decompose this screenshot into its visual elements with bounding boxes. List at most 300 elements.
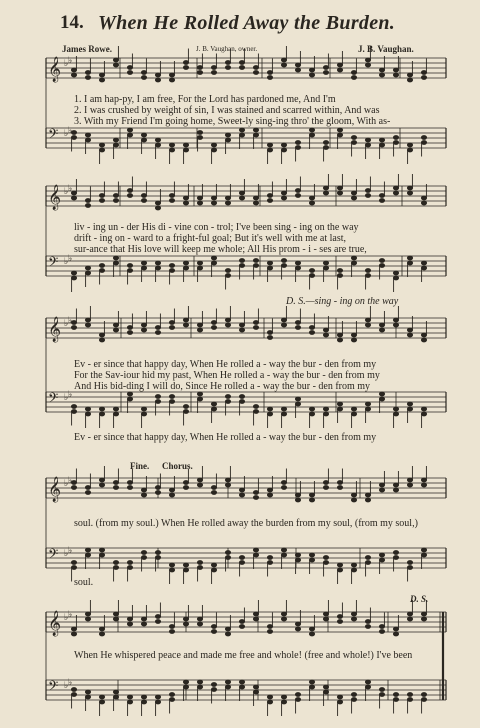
notehead bbox=[169, 698, 174, 702]
notehead bbox=[365, 498, 370, 502]
notehead bbox=[379, 264, 384, 268]
owner-credit: J. B. Vaughan, owner. bbox=[196, 45, 258, 53]
notehead bbox=[281, 259, 286, 263]
notehead bbox=[113, 407, 118, 411]
notehead bbox=[323, 556, 328, 560]
notehead bbox=[197, 266, 202, 270]
notehead bbox=[267, 630, 272, 634]
notehead bbox=[127, 695, 132, 699]
notehead bbox=[85, 271, 90, 275]
notehead bbox=[169, 693, 174, 697]
notehead bbox=[337, 338, 342, 342]
notehead bbox=[169, 326, 174, 330]
notehead bbox=[379, 688, 384, 692]
bass-lyric-line-4: soul. bbox=[74, 577, 94, 588]
notehead bbox=[407, 333, 412, 337]
notehead bbox=[113, 481, 118, 485]
notehead bbox=[127, 561, 132, 565]
notehead bbox=[85, 266, 90, 270]
notehead bbox=[379, 323, 384, 327]
notehead bbox=[421, 333, 426, 337]
notehead bbox=[267, 76, 272, 80]
notehead bbox=[85, 323, 90, 327]
notehead bbox=[295, 68, 300, 72]
notehead bbox=[99, 333, 104, 337]
notehead bbox=[225, 274, 230, 278]
notehead bbox=[99, 483, 104, 487]
treble-clef-icon: 𝄞 bbox=[48, 477, 62, 502]
notehead bbox=[309, 274, 314, 278]
flat-icon: ♭ bbox=[64, 257, 69, 267]
notehead bbox=[225, 478, 230, 482]
notehead bbox=[351, 333, 356, 337]
notehead bbox=[99, 553, 104, 557]
notehead bbox=[113, 256, 118, 260]
notehead bbox=[267, 266, 272, 270]
notehead bbox=[71, 136, 76, 140]
notehead bbox=[393, 68, 398, 72]
notehead bbox=[211, 491, 216, 495]
notehead bbox=[309, 553, 314, 557]
notehead bbox=[421, 548, 426, 552]
notehead bbox=[309, 73, 314, 77]
chorus-lyric-line-1: soul. (from my soul.) When He rolled away the burden from my soul, (from my soul,) bbox=[74, 518, 418, 529]
notehead bbox=[99, 478, 104, 482]
verse-3-line-1: 3. With my Friend I'm going home, Sweet-ly sing-ing thro' the gloom, With as- bbox=[74, 116, 391, 127]
notehead bbox=[365, 407, 370, 411]
notehead bbox=[337, 191, 342, 195]
notehead bbox=[183, 143, 188, 147]
notehead bbox=[239, 196, 244, 200]
notehead bbox=[99, 548, 104, 552]
notehead bbox=[421, 407, 426, 411]
notehead bbox=[309, 558, 314, 562]
notehead bbox=[323, 191, 328, 195]
notehead bbox=[127, 397, 132, 401]
notehead bbox=[85, 695, 90, 699]
notehead bbox=[85, 76, 90, 80]
notehead bbox=[393, 318, 398, 322]
notehead bbox=[239, 323, 244, 327]
notehead bbox=[379, 143, 384, 147]
notehead bbox=[267, 695, 272, 699]
notehead bbox=[267, 194, 272, 198]
notehead bbox=[309, 685, 314, 689]
notehead bbox=[351, 256, 356, 260]
notehead bbox=[113, 194, 118, 198]
notehead bbox=[197, 323, 202, 327]
notehead bbox=[85, 71, 90, 75]
notehead bbox=[281, 486, 286, 490]
notehead bbox=[267, 261, 272, 265]
notehead bbox=[351, 498, 356, 502]
notehead bbox=[225, 318, 230, 322]
notehead bbox=[71, 627, 76, 631]
notehead bbox=[155, 556, 160, 560]
notehead bbox=[197, 478, 202, 482]
notehead bbox=[281, 148, 286, 152]
notehead bbox=[85, 486, 90, 490]
notehead bbox=[239, 259, 244, 263]
notehead bbox=[211, 201, 216, 205]
notehead bbox=[127, 617, 132, 621]
flat-icon: ♭ bbox=[64, 59, 69, 69]
notehead bbox=[155, 551, 160, 555]
notehead bbox=[365, 318, 370, 322]
notehead bbox=[379, 488, 384, 492]
notehead bbox=[239, 133, 244, 137]
notehead bbox=[295, 553, 300, 557]
notehead bbox=[99, 338, 104, 342]
notehead bbox=[309, 627, 314, 631]
bass-clef-icon: 𝄢 bbox=[48, 678, 59, 697]
notehead bbox=[71, 196, 76, 200]
notehead bbox=[337, 269, 342, 273]
notehead bbox=[309, 331, 314, 335]
notehead bbox=[337, 486, 342, 490]
notehead bbox=[99, 194, 104, 198]
notehead bbox=[323, 71, 328, 75]
notehead bbox=[351, 338, 356, 342]
notehead bbox=[267, 407, 272, 411]
notehead bbox=[197, 71, 202, 75]
notehead bbox=[309, 412, 314, 416]
notehead bbox=[169, 625, 174, 629]
notehead bbox=[239, 685, 244, 689]
notehead bbox=[225, 269, 230, 273]
notehead bbox=[295, 141, 300, 145]
notehead bbox=[365, 680, 370, 684]
notehead bbox=[295, 266, 300, 270]
notehead bbox=[407, 698, 412, 702]
notehead bbox=[113, 486, 118, 490]
notehead bbox=[113, 58, 118, 62]
notehead bbox=[155, 78, 160, 82]
notehead bbox=[407, 256, 412, 260]
bass-ds-lyric: D. S.—sing - ing on the way bbox=[286, 296, 399, 307]
notehead bbox=[253, 410, 258, 414]
notehead bbox=[197, 261, 202, 265]
notehead bbox=[253, 66, 258, 70]
notehead bbox=[239, 556, 244, 560]
notehead bbox=[225, 627, 230, 631]
notehead bbox=[421, 266, 426, 270]
notehead bbox=[169, 563, 174, 567]
notehead bbox=[141, 488, 146, 492]
notehead bbox=[155, 700, 160, 704]
notehead bbox=[141, 71, 146, 75]
notehead bbox=[253, 548, 258, 552]
notehead bbox=[197, 392, 202, 396]
notehead bbox=[85, 612, 90, 616]
notehead bbox=[183, 266, 188, 270]
notehead bbox=[85, 548, 90, 552]
notehead bbox=[127, 700, 132, 704]
notehead bbox=[85, 199, 90, 203]
notehead bbox=[365, 402, 370, 406]
notehead bbox=[113, 612, 118, 616]
treble-clef-icon: 𝄞 bbox=[48, 57, 62, 82]
notehead bbox=[365, 269, 370, 273]
notehead bbox=[169, 395, 174, 399]
notehead bbox=[127, 326, 132, 330]
notehead bbox=[225, 61, 230, 65]
notehead bbox=[337, 407, 342, 411]
notehead bbox=[323, 146, 328, 150]
notehead bbox=[253, 553, 258, 557]
notehead bbox=[141, 556, 146, 560]
notehead bbox=[281, 191, 286, 195]
notehead bbox=[379, 483, 384, 487]
flat-icon: ♭ bbox=[68, 316, 73, 326]
notehead bbox=[421, 693, 426, 697]
notehead bbox=[379, 138, 384, 142]
notehead bbox=[351, 698, 356, 702]
notehead bbox=[421, 338, 426, 342]
notehead bbox=[393, 407, 398, 411]
notehead bbox=[309, 632, 314, 636]
notehead bbox=[253, 321, 258, 325]
notehead bbox=[253, 196, 258, 200]
notehead bbox=[365, 274, 370, 278]
notehead bbox=[155, 266, 160, 270]
notehead bbox=[295, 693, 300, 697]
notehead bbox=[281, 695, 286, 699]
notehead bbox=[155, 331, 160, 335]
hymn-title: When He Rolled Away the Burden. bbox=[98, 12, 396, 34]
notehead bbox=[365, 620, 370, 624]
notehead bbox=[365, 63, 370, 67]
notehead bbox=[295, 261, 300, 265]
notehead bbox=[295, 63, 300, 67]
notehead bbox=[225, 632, 230, 636]
notehead bbox=[323, 66, 328, 70]
notehead bbox=[197, 680, 202, 684]
notehead bbox=[197, 131, 202, 135]
notehead bbox=[127, 269, 132, 273]
notehead bbox=[281, 143, 286, 147]
notehead bbox=[197, 136, 202, 140]
notehead bbox=[211, 402, 216, 406]
notehead bbox=[71, 632, 76, 636]
notehead bbox=[323, 481, 328, 485]
notehead bbox=[211, 196, 216, 200]
notehead bbox=[393, 276, 398, 280]
notehead bbox=[85, 133, 90, 137]
notehead bbox=[281, 264, 286, 268]
notehead bbox=[253, 259, 258, 263]
flat-icon: ♭ bbox=[68, 254, 73, 264]
notehead bbox=[323, 141, 328, 145]
lyricist-credit: James Rowe. bbox=[62, 44, 112, 54]
notehead bbox=[393, 488, 398, 492]
notehead bbox=[281, 318, 286, 322]
notehead bbox=[253, 496, 258, 500]
verse-1-line-3: Ev - er since that happy day, When He rolled a - way the bur - den from my bbox=[74, 359, 377, 370]
notehead bbox=[337, 568, 342, 572]
notehead bbox=[211, 683, 216, 687]
notehead bbox=[197, 196, 202, 200]
notehead bbox=[113, 199, 118, 203]
notehead bbox=[183, 405, 188, 409]
notehead bbox=[379, 693, 384, 697]
notehead bbox=[113, 138, 118, 142]
notehead bbox=[211, 625, 216, 629]
notehead bbox=[197, 483, 202, 487]
notehead bbox=[407, 478, 412, 482]
notehead bbox=[393, 556, 398, 560]
notehead bbox=[99, 700, 104, 704]
fine-label: Fine. bbox=[130, 461, 150, 471]
notehead bbox=[127, 189, 132, 193]
notehead bbox=[281, 481, 286, 485]
notehead bbox=[141, 551, 146, 555]
notehead bbox=[351, 407, 356, 411]
notehead bbox=[183, 680, 188, 684]
notehead bbox=[197, 622, 202, 626]
notehead bbox=[393, 186, 398, 190]
flat-icon: ♭ bbox=[64, 549, 69, 559]
notehead bbox=[225, 483, 230, 487]
notehead bbox=[141, 493, 146, 497]
notehead bbox=[155, 201, 160, 205]
notehead bbox=[253, 690, 258, 694]
notehead bbox=[407, 148, 412, 152]
notehead bbox=[141, 622, 146, 626]
notehead bbox=[197, 685, 202, 689]
verse-1-line-1: 1. I am hap-py, I am free, For the Lord has pardoned me, And I'm bbox=[74, 94, 336, 105]
notehead bbox=[379, 68, 384, 72]
notehead bbox=[267, 493, 272, 497]
notehead bbox=[169, 194, 174, 198]
notehead bbox=[113, 323, 118, 327]
notehead bbox=[71, 73, 76, 77]
notehead bbox=[99, 695, 104, 699]
notehead bbox=[85, 690, 90, 694]
notehead bbox=[407, 73, 412, 77]
notehead bbox=[379, 392, 384, 396]
notehead bbox=[211, 630, 216, 634]
notehead bbox=[225, 395, 230, 399]
notehead bbox=[183, 318, 188, 322]
notehead bbox=[323, 486, 328, 490]
bass-clef-icon: 𝄢 bbox=[48, 390, 59, 409]
notehead bbox=[309, 493, 314, 497]
notehead bbox=[407, 612, 412, 616]
notehead bbox=[183, 486, 188, 490]
notehead bbox=[183, 563, 188, 567]
notehead bbox=[127, 128, 132, 132]
notehead bbox=[155, 400, 160, 404]
notehead bbox=[365, 194, 370, 198]
notehead bbox=[379, 328, 384, 332]
notehead bbox=[127, 71, 132, 75]
notehead bbox=[309, 133, 314, 137]
notehead bbox=[71, 410, 76, 414]
notehead bbox=[337, 186, 342, 190]
notehead bbox=[169, 148, 174, 152]
notehead bbox=[71, 566, 76, 570]
notehead bbox=[365, 493, 370, 497]
notehead bbox=[421, 617, 426, 621]
notehead bbox=[337, 128, 342, 132]
verse-2-line-2: drift - ing on - ward to a fright-ful goal; But it's well with me at last, bbox=[74, 233, 347, 244]
notehead bbox=[337, 695, 342, 699]
notehead bbox=[225, 138, 230, 142]
notehead bbox=[113, 412, 118, 416]
notehead bbox=[239, 561, 244, 565]
notehead bbox=[113, 261, 118, 265]
notehead bbox=[141, 695, 146, 699]
notehead bbox=[351, 261, 356, 265]
notehead bbox=[323, 333, 328, 337]
notehead bbox=[253, 133, 258, 137]
notehead bbox=[183, 323, 188, 327]
notehead bbox=[113, 690, 118, 694]
notehead bbox=[183, 568, 188, 572]
notehead bbox=[183, 66, 188, 70]
notehead bbox=[323, 407, 328, 411]
notehead bbox=[127, 133, 132, 137]
notehead bbox=[365, 143, 370, 147]
notehead bbox=[225, 196, 230, 200]
notehead bbox=[211, 71, 216, 75]
notehead bbox=[141, 328, 146, 332]
notehead bbox=[309, 498, 314, 502]
notehead bbox=[309, 326, 314, 330]
notehead bbox=[351, 136, 356, 140]
notehead bbox=[225, 66, 230, 70]
notehead bbox=[323, 612, 328, 616]
notehead bbox=[281, 553, 286, 557]
notehead bbox=[183, 617, 188, 621]
notehead bbox=[365, 561, 370, 565]
notehead bbox=[267, 488, 272, 492]
notehead bbox=[225, 400, 230, 404]
notehead bbox=[169, 264, 174, 268]
notehead bbox=[309, 269, 314, 273]
notehead bbox=[141, 617, 146, 621]
notehead bbox=[337, 481, 342, 485]
notehead bbox=[365, 189, 370, 193]
notehead bbox=[169, 568, 174, 572]
notehead bbox=[393, 323, 398, 327]
notehead bbox=[295, 397, 300, 401]
treble-clef-icon: 𝄞 bbox=[48, 611, 62, 636]
flat-icon: ♭ bbox=[64, 479, 69, 489]
notehead bbox=[183, 622, 188, 626]
notehead bbox=[323, 412, 328, 416]
notehead bbox=[407, 402, 412, 406]
notehead bbox=[365, 685, 370, 689]
notehead bbox=[183, 685, 188, 689]
notehead bbox=[85, 138, 90, 142]
notehead bbox=[113, 328, 118, 332]
notehead bbox=[379, 397, 384, 401]
hymn-number: 14. bbox=[60, 12, 84, 33]
notehead bbox=[211, 568, 216, 572]
flat-icon: ♭ bbox=[68, 56, 73, 66]
bass-lyric-line-3: Ev - er since that happy day, When He rolled a - way the bur - den from my bbox=[74, 432, 377, 443]
notehead bbox=[225, 685, 230, 689]
notehead bbox=[197, 566, 202, 570]
notehead bbox=[407, 261, 412, 265]
notehead bbox=[295, 622, 300, 626]
notehead bbox=[421, 412, 426, 416]
notehead bbox=[71, 405, 76, 409]
notehead bbox=[393, 141, 398, 145]
notehead bbox=[295, 498, 300, 502]
